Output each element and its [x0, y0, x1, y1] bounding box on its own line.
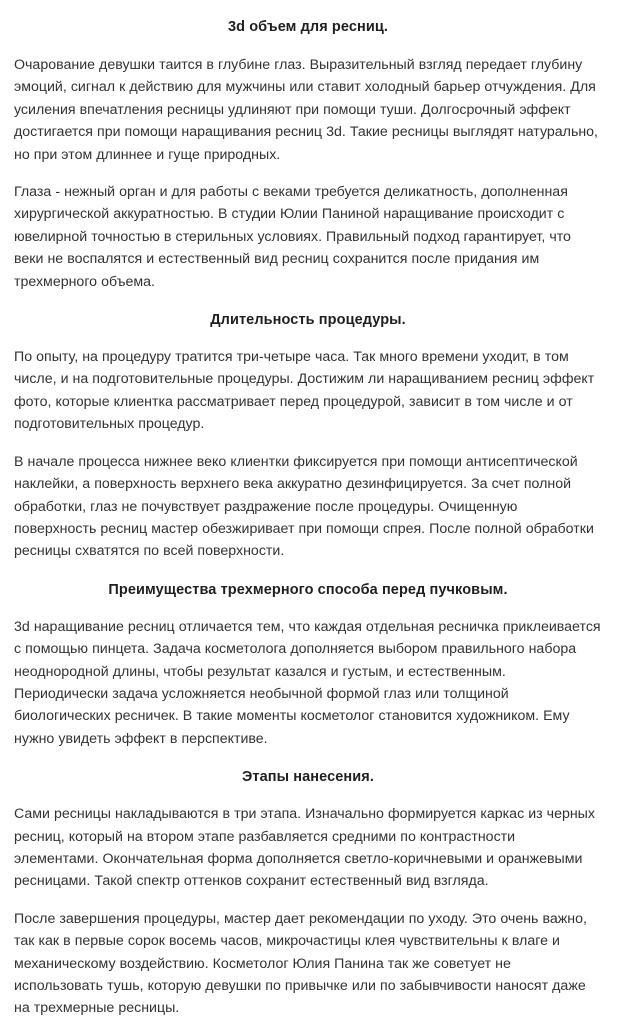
paragraph-application-stages: Сами ресницы накладываются в три этапа. Изначально формируется каркас из черных ресниц, который на втором этапе разбавляется средними по контрастности элементами. Окончательная форма дополняется светло-коричневыми и оранжевыми ресницами. Такой спектр оттенков сохранит естественный вид взгляда.: [14, 806, 595, 890]
section-heading-advantages: Преимущества трехмерного способа перед пучковым.: [108, 581, 508, 598]
paragraph-intro-charm: Очарование девушки таится в глубине глаз. Выразительный взгляд передает глубину эмоций, сигнал к действию для мужчины или ставит холодный барьер отчуждения. Для усиления впечатления ресницы удлиняют при помощи туши. Долгосрочный эффект достигается при помощи наращивания ресниц 3d. Такие ресницы выглядят натурально, но при этом длиннее и гуще природных.: [14, 57, 598, 163]
paragraph-3d-technique: 3d наращивание ресниц отличается тем, что каждая отдельная ресничка приклеивается с помощью пинцета. Задача косметолога дополняется выбором правильного набора неоднородной длины, чтобы результат казался и густым, и естественным. Периодически задача усложняется необычной формой глаз или толщиной биологических ресничек. В такие моменты косметолог становится художником. Ему нужно увидеть эффект в перспективе.: [14, 618, 601, 747]
page-title: 3d объем для ресниц.: [227, 19, 389, 35]
paragraph-preparation-process: В начале процесса нижнее веко клиентки фиксируется при помощи антисептической наклейки, а поверхность верхнего века аккуратно дезинфицируется. За счет полной обработки, глаз не почувствует раздражение после процедуры. Очищенную поверхность ресниц мастер обезжиривает при помощи спрея. После полной обработки ресницы схватятся по всей поверхности.: [14, 453, 594, 560]
section-heading-duration: Длительность процедуры.: [210, 312, 406, 329]
paragraph-duration-experience: По опыту, на процедуру тратится три-четыре часа. Так много времени уходит, в том числе, и на подготовительные процедуры. Достижим ли наращиванием ресниц эффект фото, которые клиентка рассматривает перед процедурой, зависит в том числе и от подготовительных процедур.: [14, 349, 595, 433]
paragraph-aftercare: После завершения процедуры, мастер дает рекомендации по уходу. Это очень важно, так как в первые сорок восемь часов, микрочастицы клея чувствительны к влаге и механическому воздействию. Косметолог Юлия Панина так же советует не использовать тушь, которую девушки по привычке или по забывчивости наносят даже на трехмерные ресницы.: [14, 910, 587, 1017]
paragraph-eye-care: Глаза - нежный орган и для работы с веками требуется деликатность, дополненная хирургической аккуратностью. В студии Юлии Паниной наращивание происходит с ювелирной точностью в стерильных условиях. Правильный подход гарантирует, что веки не воспалятся и естественный вид ресниц сохранится после придания им трехмерного объема.: [14, 184, 571, 290]
section-heading-stages: Этапы нанесения.: [242, 769, 374, 786]
